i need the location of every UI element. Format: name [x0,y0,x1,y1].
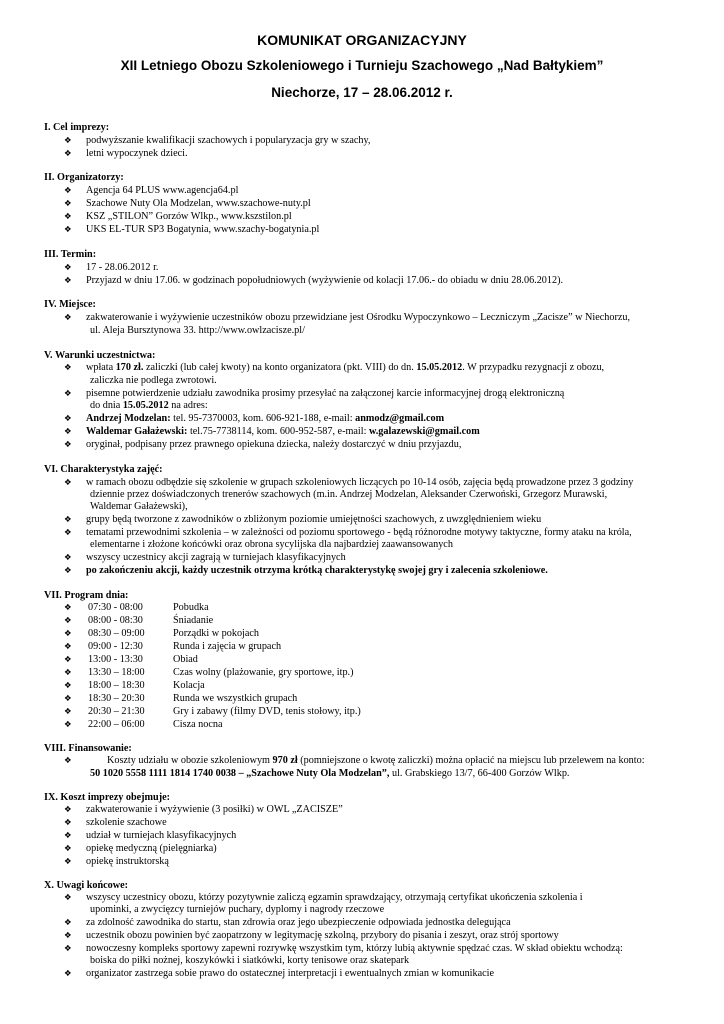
koszt-item: udział w turniejach klasyfikacyjnych [86,830,237,841]
bullet-icon: ❖ [64,212,72,222]
warunki-item: pisemne potwierdzenie udziału zawodnika prosimy przesyłać na załączonej karcie informacyjnej drogą elektroniczną [86,388,565,399]
section-title-cel: I. Cel imprezy: [44,122,110,133]
section-title-organizatorzy: II. Organizatorzy: [44,172,124,183]
bullet-icon: ❖ [64,893,72,903]
bullet-icon: ❖ [64,818,72,828]
warunki-item-cont: zaliczka nie podlega zwrotowi. [90,375,217,386]
section-title-koszt: IX. Koszt imprezy obejmuje: [44,792,170,803]
document-subtitle: XII Letniego Obozu Szkoleniowego i Turnieju Szachowego „Nad Bałtykiem” [120,58,604,73]
section-title-termin: III. Termin: [44,249,97,260]
document-title: KOMUNIKAT ORGANIZACYJNY [257,32,467,48]
bullet-icon: ❖ [64,199,72,209]
uwagi-item: za zdolność zawodnika do startu, stan zdrowia oraz jego ubezpieczenie odpowiada jednostka delegująca [86,917,511,928]
schedule-desc: Runda we wszystkich grupach [173,693,298,704]
bullet-icon: ❖ [64,944,72,954]
cel-item: letni wypoczynek dzieci. [86,148,188,159]
bullet-icon: ❖ [64,186,72,196]
uwagi-item: wszyscy uczestnicy obozu, którzy pozytywnie zaliczą egzamin sprawdzający, otrzymają certyfikat ukończenia szkolenia i [86,892,583,903]
section-title-warunki: V. Warunki uczestnictwa: [44,350,156,361]
bullet-icon: ❖ [64,603,72,613]
schedule-desc: Czas wolny (plażowanie, gry sportowe, itp.) [173,667,354,678]
schedule-desc: Runda i zajęcia w grupach [173,641,282,652]
organizer-item: Szachowe Nuty Ola Modzelan, www.szachowe-nuty.pl [86,198,311,209]
bullet-icon: ❖ [64,528,72,538]
cel-item: podwyższanie kwalifikacji szachowych i popularyzacja gry w szachy, [86,135,371,146]
koszt-item: opiekę instruktorską [86,856,169,867]
schedule-time: 07:30 - 08:00 [88,602,143,613]
zajecia-item-cont: dziennie przez doświadczonych trenerów szachowych (m.in. Andrzej Modzelan, Aleksander Czerwoński, Grzegorz Murawski, [90,489,608,500]
section-title-uwagi: X. Uwagi końcowe: [44,880,129,891]
finansowanie-item: Koszty udziału w obozie szkoleniowym 970 zł (pomniejszone o kwotę zaliczki) można opłacić na miejscu lub przelewem na konto: [107,755,645,766]
schedule-time: 08:00 - 08:30 [88,615,143,626]
schedule-time: 18:00 – 18:30 [88,680,145,691]
bullet-icon: ❖ [64,707,72,717]
uwagi-item: nowoczesny kompleks sportowy zapewni rozrywkę wszystkim tym, którzy lubią aktywnie spędzać czas. W skład obiektu wchodzą: [86,943,623,954]
schedule-time: 08:30 – 09:00 [88,628,145,639]
schedule-desc: Kolacja [173,680,205,691]
schedule-time: 13:30 – 18:00 [88,667,145,678]
termin-item: Przyjazd w dniu 17.06. w godzinach popołudniowych (wyżywienie od kolacji 17.06.- do obiadu w dniu 28.06.2012). [86,275,564,286]
bullet-icon: ❖ [64,616,72,626]
bullet-icon: ❖ [64,225,72,235]
miejsce-item: zakwaterowanie i wyżywienie uczestników obozu przewidziane jest Ośrodku Wypoczynkowo – Leczniczym „Zacisze” w Niechorzu, [86,312,631,323]
bullet-icon: ❖ [64,414,72,424]
bullet-icon: ❖ [64,805,72,815]
schedule-desc: Śniadanie [173,615,214,626]
organizer-item: Agencja 64 PLUS www.agencja64.pl [86,185,239,196]
bullet-icon: ❖ [64,931,72,941]
schedule-desc: Obiad [173,654,198,665]
koszt-item: zakwaterowanie i wyżywienie (3 posiłki) w OWL „ZACISZE” [86,804,343,815]
bullet-icon: ❖ [64,857,72,867]
schedule-time: 18:30 – 20:30 [88,693,145,704]
organizer-item: KSZ „STILON” Gorzów Wlkp., www.kszstilon.pl [86,211,292,222]
email-link[interactable]: anmodz@gmail.com [355,413,445,424]
bullet-icon: ❖ [64,136,72,146]
section-title-finansowanie: VIII. Finansowanie: [44,743,132,754]
bullet-icon: ❖ [64,655,72,665]
bullet-icon: ❖ [64,668,72,678]
bullet-icon: ❖ [64,969,72,979]
schedule-time: 22:00 – 06:00 [88,719,145,730]
section-title-program: VII. Program dnia: [44,590,129,601]
bullet-icon: ❖ [64,427,72,437]
zajecia-item: w ramach obozu odbędzie się szkolenie w grupach szkoleniowych liczących po 10-14 osób, zajęcia będą prowadzone przez 3 godziny [86,477,634,488]
warunki-item-payment: wpłata 170 zł. zaliczki (lub całej kwoty) na konto organizatora (pkt. VIII) do dn. 15.05.2012. W przypadku rezygnacji z obozu, [86,362,605,373]
bullet-icon: ❖ [64,313,72,323]
warunki-item-cont: do dnia 15.05.2012 na adres: [90,400,208,411]
section-title-miejsce: IV. Miejsce: [44,299,96,310]
miejsce-item-cont: ul. Aleja Bursztynowa 33. http://www.owlzacisze.pl/ [90,325,305,336]
uwagi-item: uczestnik obozu powinien być zaopatrzony w legitymację szkolną, przybory do pisania i zeszyt, oraz strój sportowy [86,930,559,941]
bullet-icon: ❖ [64,566,72,576]
bullet-icon: ❖ [64,694,72,704]
zajecia-item: grupy będą tworzone z zawodników o zbliżonym poziomie umiejętności szachowych, z uwzględnieniem wieku [86,514,542,525]
bullet-icon: ❖ [64,389,72,399]
bullet-icon: ❖ [64,844,72,854]
zajecia-item: po zakończeniu akcji, każdy uczestnik otrzyma krótką charakterystykę swojej gry i zalecenia szkoleniowe. [86,565,548,576]
schedule-desc: Porządki w pokojach [173,628,260,639]
bullet-icon: ❖ [64,149,72,159]
bullet-icon: ❖ [64,756,72,766]
bullet-icon: ❖ [64,918,72,928]
schedule-time: 20:30 – 21:30 [88,706,145,717]
uwagi-item-cont: boiska do piłki nożnej, koszykówki i siatkówki, korty tenisowe oraz skatepark [90,955,410,966]
zajecia-item: wszyscy uczestnicy akcji zagrają w turniejach klasyfikacyjnych [86,552,346,563]
schedule-desc: Cisza nocna [173,719,223,730]
contact-galazewski: Waldemar Gałażewski: tel.75-7738114, kom. 600-952-587, e-mail: w.galazewski@gmail.com [86,426,480,437]
bullet-icon: ❖ [64,720,72,730]
contact-modzelan: Andrzej Modzelan: tel. 95-7370003, kom. 606-921-188, e-mail: anmodz@gmail.com [86,413,445,424]
termin-item: 17 - 28.06.2012 r. [86,262,159,273]
uwagi-item: organizator zastrzega sobie prawo do ostatecznej interpretacji i ewentualnych zmian w komunikacie [86,968,494,979]
schedule-desc: Gry i zabawy (filmy DVD, tenis stołowy, itp.) [173,706,361,717]
bullet-icon: ❖ [64,831,72,841]
bullet-icon: ❖ [64,440,72,450]
schedule-time: 09:00 - 12:30 [88,641,143,652]
bullet-icon: ❖ [64,629,72,639]
schedule-time: 13:00 - 13:30 [88,654,143,665]
zajecia-item: tematami przewodnimi szkolenia – w zależności od poziomu sportowego - będą różnorodne motywy taktyczne, formy ataku na króla, [86,527,632,538]
bank-account: 50 1020 5558 1111 1814 1740 0038 – „Szachowe Nuty Ola Modzelan”, ul. Grabskiego 13/7, 66-400 Gorzów Wlkp. [90,768,570,779]
bullet-icon: ❖ [64,515,72,525]
uwagi-item-cont: upominki, a zwycięzcy turniejów puchary, dyplomy i nagrody rzeczowe [90,904,385,915]
email-link[interactable]: w.galazewski@gmail.com [368,426,480,437]
zajecia-item-cont: Waldemar Gałażewski), [90,501,188,512]
document-place-date: Niechorze, 17 – 28.06.2012 r. [271,85,453,100]
bullet-icon: ❖ [64,478,72,488]
section-title-charakterystyka: VI. Charakterystyka zajęć: [44,464,163,475]
bullet-icon: ❖ [64,681,72,691]
bullet-icon: ❖ [64,553,72,563]
bullet-icon: ❖ [64,263,72,273]
koszt-item: szkolenie szachowe [86,817,167,828]
organizer-item: UKS EL-TUR SP3 Bogatynia, www.szachy-bogatynia.pl [86,224,320,235]
zajecia-item-cont: elementarne i złożone końcówki oraz obrona sycylijska dla najbardziej zaawansowanych [90,539,453,550]
schedule-desc: Pobudka [173,602,209,613]
bullet-icon: ❖ [64,363,72,373]
bullet-icon: ❖ [64,642,72,652]
koszt-item: opiekę medyczną (pielęgniarka) [86,843,217,854]
warunki-item: oryginał, podpisany przez prawnego opiekuna dziecka, należy dostarczyć w dniu przyjazdu, [86,439,462,450]
bullet-icon: ❖ [64,276,72,286]
